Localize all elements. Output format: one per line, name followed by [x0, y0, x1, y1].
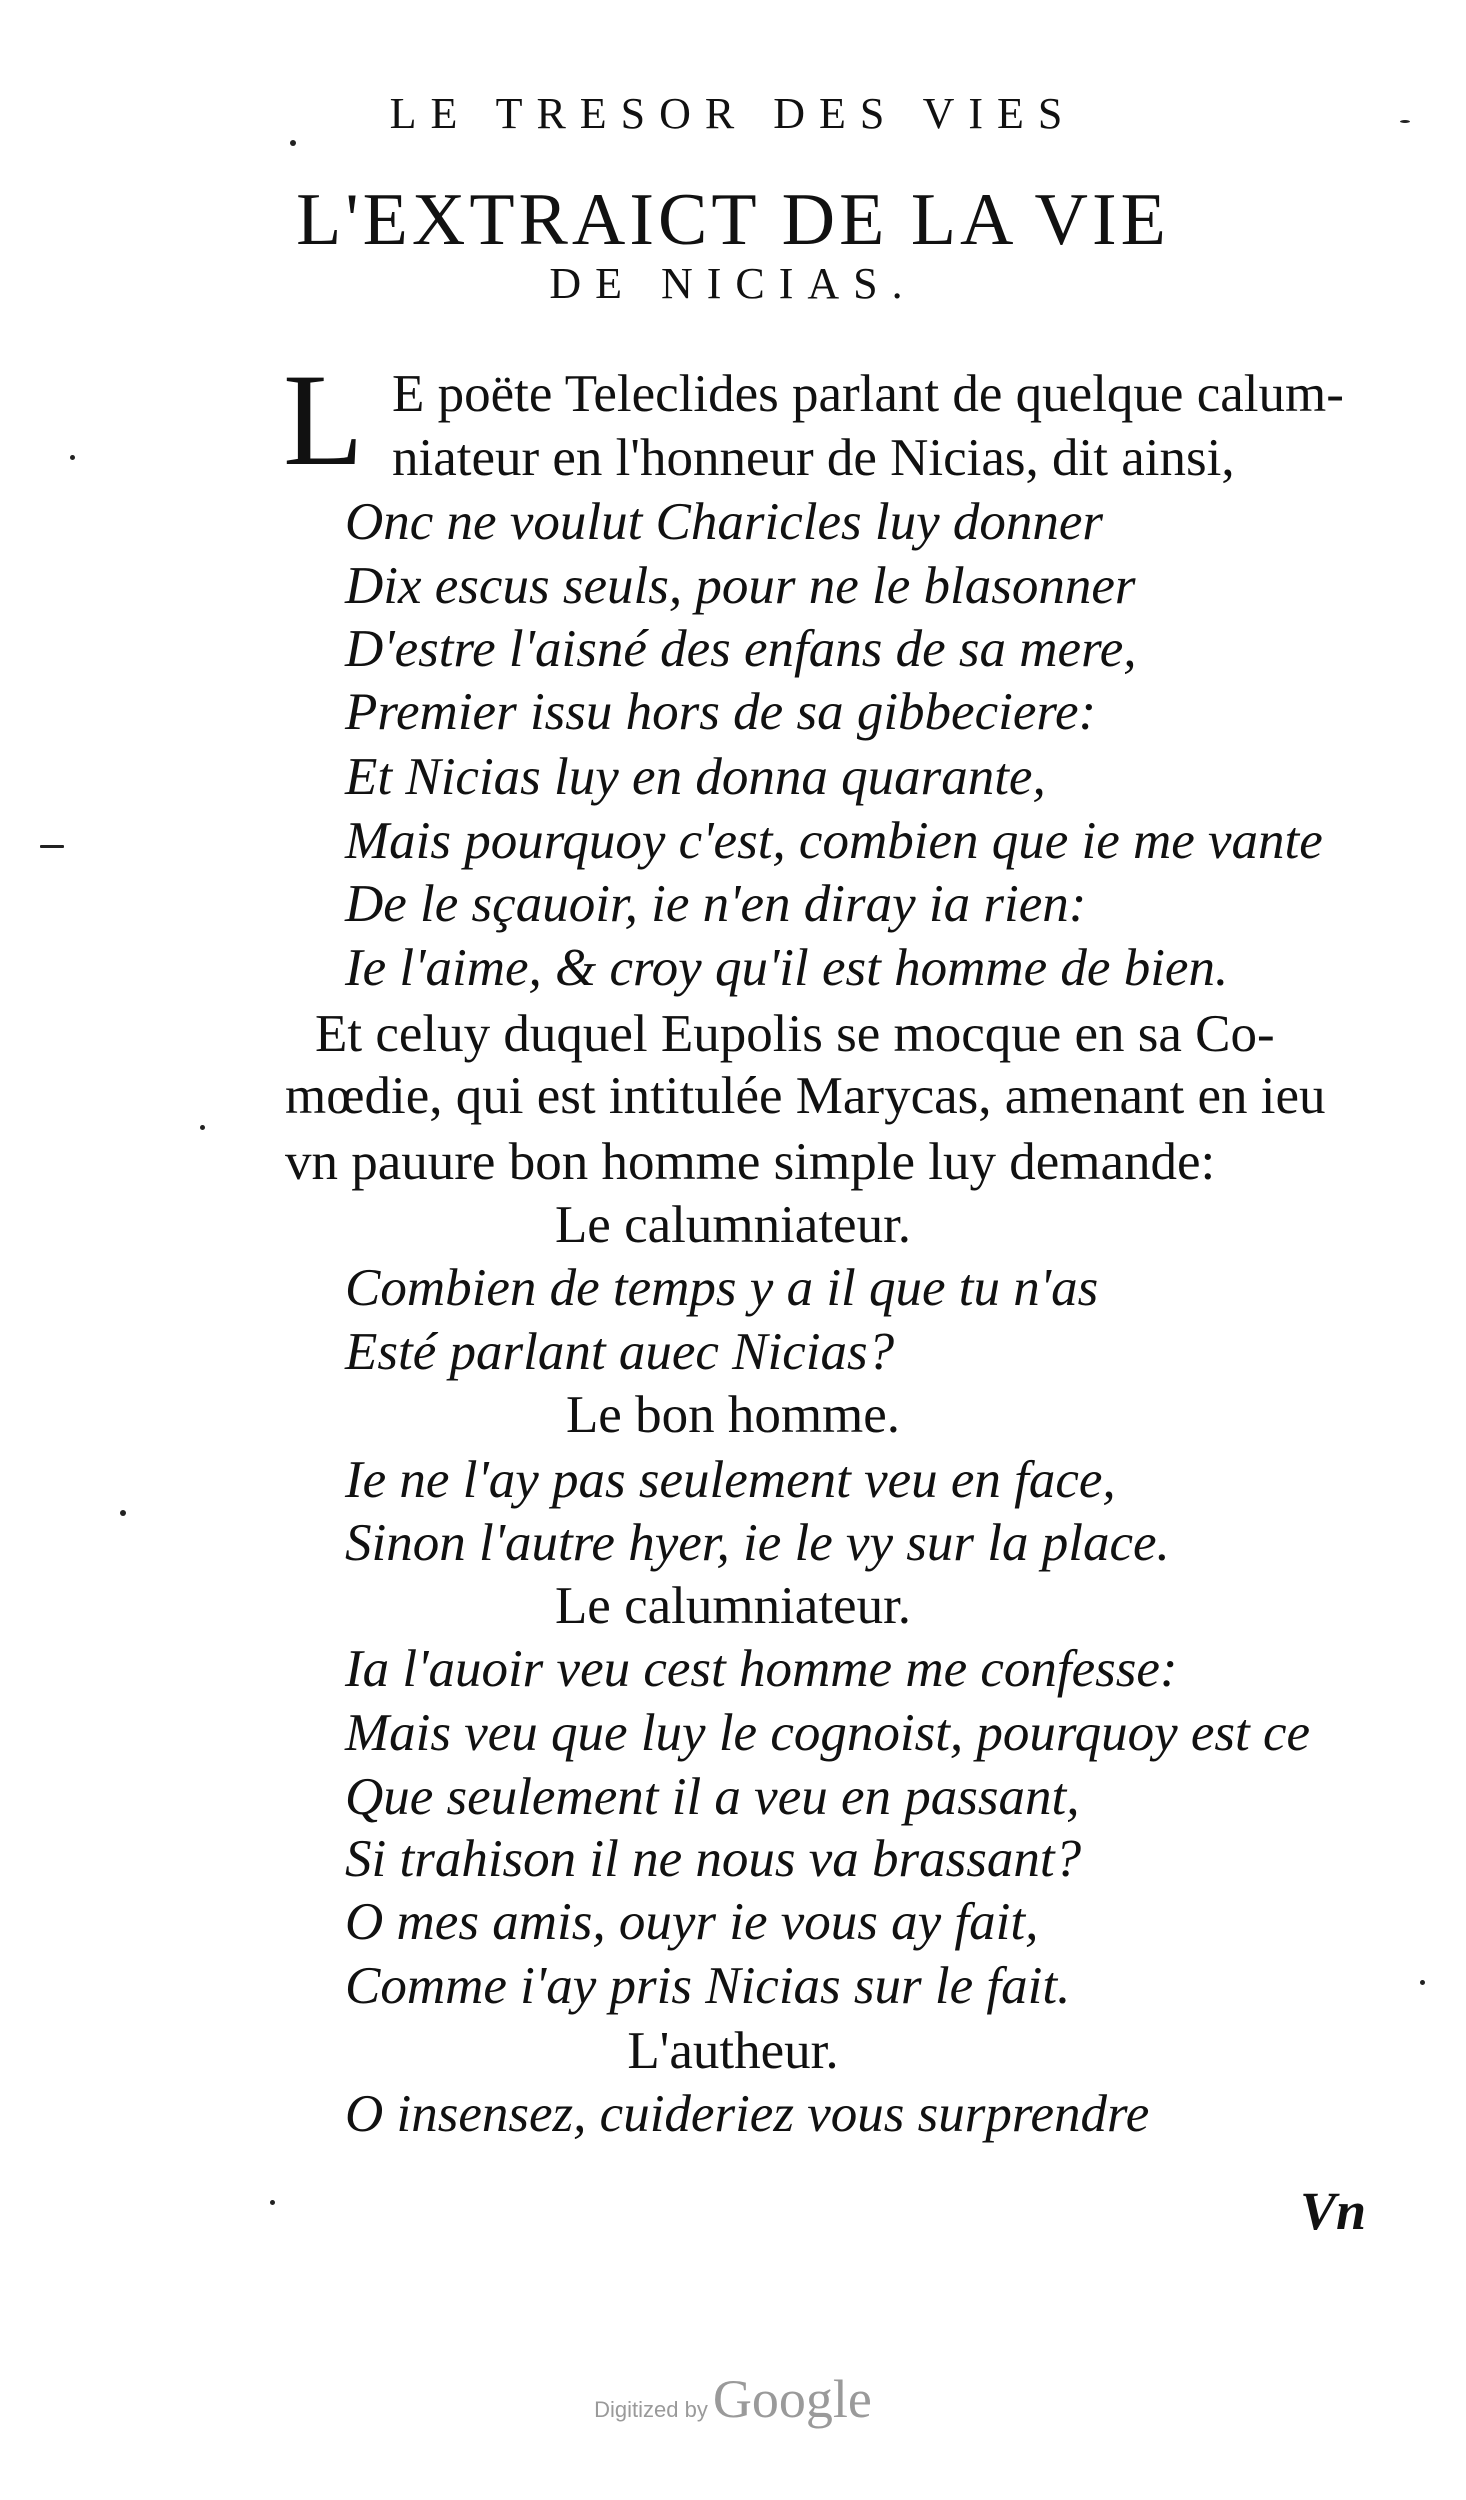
watermark-brand: Google — [712, 2369, 872, 2429]
verse-line: Ie ne l'ay pas seulement veu en face, — [345, 1451, 1116, 1509]
verse-line: O insensez, cuideriez vous surprendre — [345, 2085, 1150, 2143]
text-line: niateur en l'honneur de Nicias, dit ainsi, — [392, 429, 1235, 487]
verse-line: Ia l'auoir veu cest homme me confesse: — [345, 1640, 1178, 1698]
verse-line: D'estre l'aisné des enfans de sa mere, — [345, 620, 1137, 678]
verse-line: Que seulement il a veu en passant, — [345, 1768, 1080, 1826]
verse-line: Ie l'aime, & croy qu'il est homme de bien. — [345, 939, 1229, 997]
verse-line: Mais pourquoy c'est, combien que ie me vante — [345, 812, 1323, 870]
scan-speck — [270, 2200, 275, 2205]
scan-speck — [1400, 120, 1410, 123]
scan-speck — [70, 455, 75, 460]
watermark-prefix: Digitized by — [594, 2397, 708, 2422]
text-line: Et celuy duquel Eupolis se mocque en sa Co- — [315, 1005, 1275, 1063]
speaker-label: Le bon homme. — [565, 1386, 901, 1444]
speaker-label: Le calumniateur. — [554, 1577, 912, 1635]
text-line: mœdie, qui est intitulée Marycas, amenant en ieu — [285, 1067, 1326, 1125]
verse-line: De le sçauoir, ie n'en diray ia rien: — [345, 875, 1087, 933]
text-line: E poëte Teleclides parlant de quelque calum- — [392, 365, 1344, 423]
verse-line: Si trahison il ne nous va brassant? — [345, 1830, 1082, 1888]
speaker-label: L'autheur. — [627, 2022, 839, 2080]
running-head: LE TRESOR DES VIES — [389, 89, 1077, 138]
catchword: Vn — [1300, 2181, 1367, 2241]
verse-line: Onc ne voulut Charicles luy donner — [345, 493, 1104, 551]
verse-line: Mais veu que luy le cognoist, pourquoy est ce — [345, 1704, 1311, 1762]
scan-speck — [120, 1510, 126, 1516]
verse-line: Dix escus seuls, pour ne le blasonner — [345, 557, 1136, 615]
text-line: vn pauure bon homme simple luy demande: — [285, 1133, 1216, 1191]
scan-speck — [200, 1125, 205, 1130]
verse-line: Et Nicias luy en donna quarante, — [345, 748, 1046, 806]
chapter-title: L'EXTRAICT DE LA VIE — [296, 179, 1170, 261]
verse-line: Combien de temps y a il que tu n'as — [345, 1259, 1099, 1317]
verse-line: Esté parlant auec Nicias? — [345, 1323, 895, 1381]
verse-line: Comme i'ay pris Nicias sur le fait. — [345, 1957, 1071, 2015]
digitization-watermark — [0, 2368, 1466, 2430]
speaker-label: Le calumniateur. — [554, 1196, 912, 1254]
drop-cap: L — [283, 346, 364, 493]
verse-line: Sinon l'autre hyer, ie le vy sur la place. — [345, 1514, 1170, 1572]
scan-speck — [40, 845, 64, 848]
verse-line: O mes amis, ouyr ie vous ay fait, — [345, 1893, 1039, 1951]
scan-speck — [290, 140, 296, 146]
chapter-subtitle: DE NICIAS. — [549, 259, 917, 308]
scan-speck — [1420, 1980, 1425, 1985]
verse-line: Premier issu hors de sa gibbeciere: — [345, 683, 1097, 741]
